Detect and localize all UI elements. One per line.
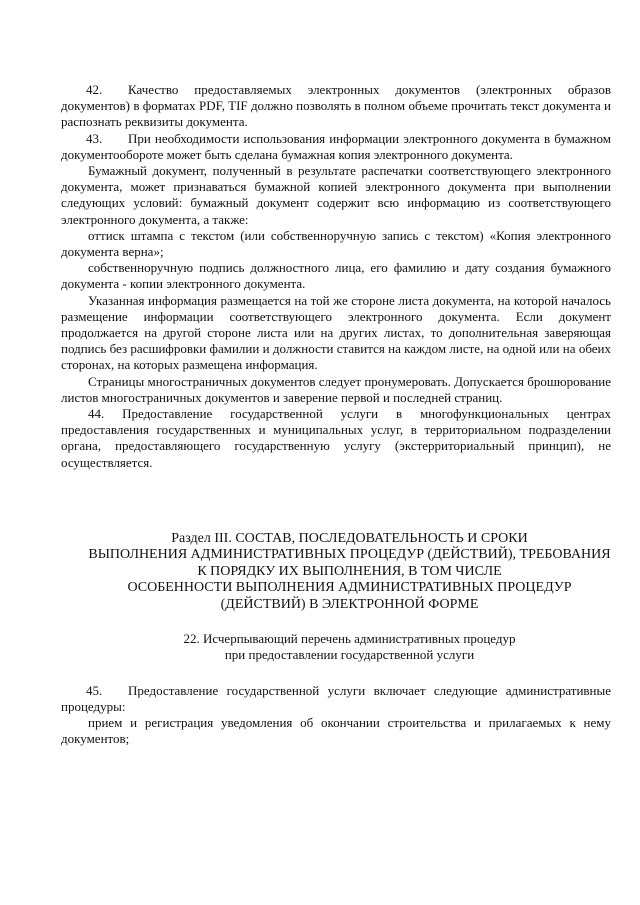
section-title-line: ОСОБЕННОСТИ ВЫПОЛНЕНИЯ АДМИНИСТРАТИВНЫХ ПРОЦЕДУР — [127, 580, 572, 596]
paragraph-text: Качество предоставляемых электронных документов (электронных образов документов) в форматах PDF, TIF должно позволять в полном объеме прочитать текст документа и распознать реквизиты документа. — [61, 82, 611, 130]
item-number: 43. — [86, 130, 103, 146]
subsection-title — [61, 631, 611, 664]
section-title-line: Раздел III. СОСТАВ, ПОСЛЕДОВАТЕЛЬНОСТЬ И СРОКИ — [171, 530, 528, 546]
paragraph-44: 44. Предоставление государственной услуги в многофункциональных центрах предоставления государственных и муниципальных услуг, в территориальном подразделении органа, предоставляющего государственную услугу (экстерриториальный принцип), не осуществляется. — [61, 406, 611, 470]
paragraph-paper-copy: Бумажный документ, полученный в результате распечатки соответствующего электронного документа, может признаваться бумажной копией электронного документа при выполнении следующих условий: бумажный документ содержит всю информацию из соответствующего электронного документа, а также: — [61, 163, 611, 227]
section-title-line: (ДЕЙСТВИЙ) В ЭЛЕКТРОННОЙ ФОРМЕ — [220, 596, 479, 612]
section-title — [61, 531, 611, 613]
paragraph-42 — [61, 82, 611, 131]
paragraph-signature: собственноручную подпись должностного лица, его фамилию и дату создания бумажного документа - копии электронного документа. — [61, 260, 611, 292]
paragraph-43 — [61, 131, 611, 163]
paragraph-placement: Указанная информация размещается на той же стороне листа документа, на которой началось размещение информации соответствующего электронного документа. Если документ продолжается на другой стороне листа или на других листах, то дополнительная заверяющая подпись без расшифровки фамилии и должности ставится на каждом листе, на одной или на обеих сторонах, на которых размещена информация. — [61, 292, 611, 373]
paragraph-procedure-1: прием и регистрация уведомления об окончании строительства и прилагаемых к нему документов; — [61, 715, 611, 747]
subsection-title-line: при предоставлении государственной услуги — [224, 647, 475, 663]
item-number: 42. — [86, 82, 103, 97]
paragraph-pages: Страницы многостраничных документов следует пронумеровать. Допускается брошюрование листов многостраничных документов и заверение первой и последней страниц. — [61, 373, 611, 405]
paragraph-text: Предоставление государственной услуги включает следующие административные процедуры: — [61, 682, 611, 714]
paragraph-45 — [61, 683, 611, 715]
item-number: 45. — [86, 682, 103, 698]
paragraph-stamp: оттиск штампа с текстом (или собственноручную запись с текстом) «Копия электронного документа верна»; — [61, 227, 611, 260]
section-title-line: К ПОРЯДКУ ИХ ВЫПОЛНЕНИЯ, В ТОМ ЧИСЛЕ — [197, 563, 502, 579]
subsection-title-line: 22. Исчерпывающий перечень административных процедур — [183, 630, 516, 646]
paragraph-text: При необходимости использования информации электронного документа в бумажном документообороте может быть сделана бумажная копия электронного документа. — [61, 130, 611, 162]
section-title-line: ВЫПОЛНЕНИЯ АДМИНИСТРАТИВНЫХ ПРОЦЕДУР (ДЕЙСТВИЙ), ТРЕБОВАНИЯ — [88, 547, 611, 563]
